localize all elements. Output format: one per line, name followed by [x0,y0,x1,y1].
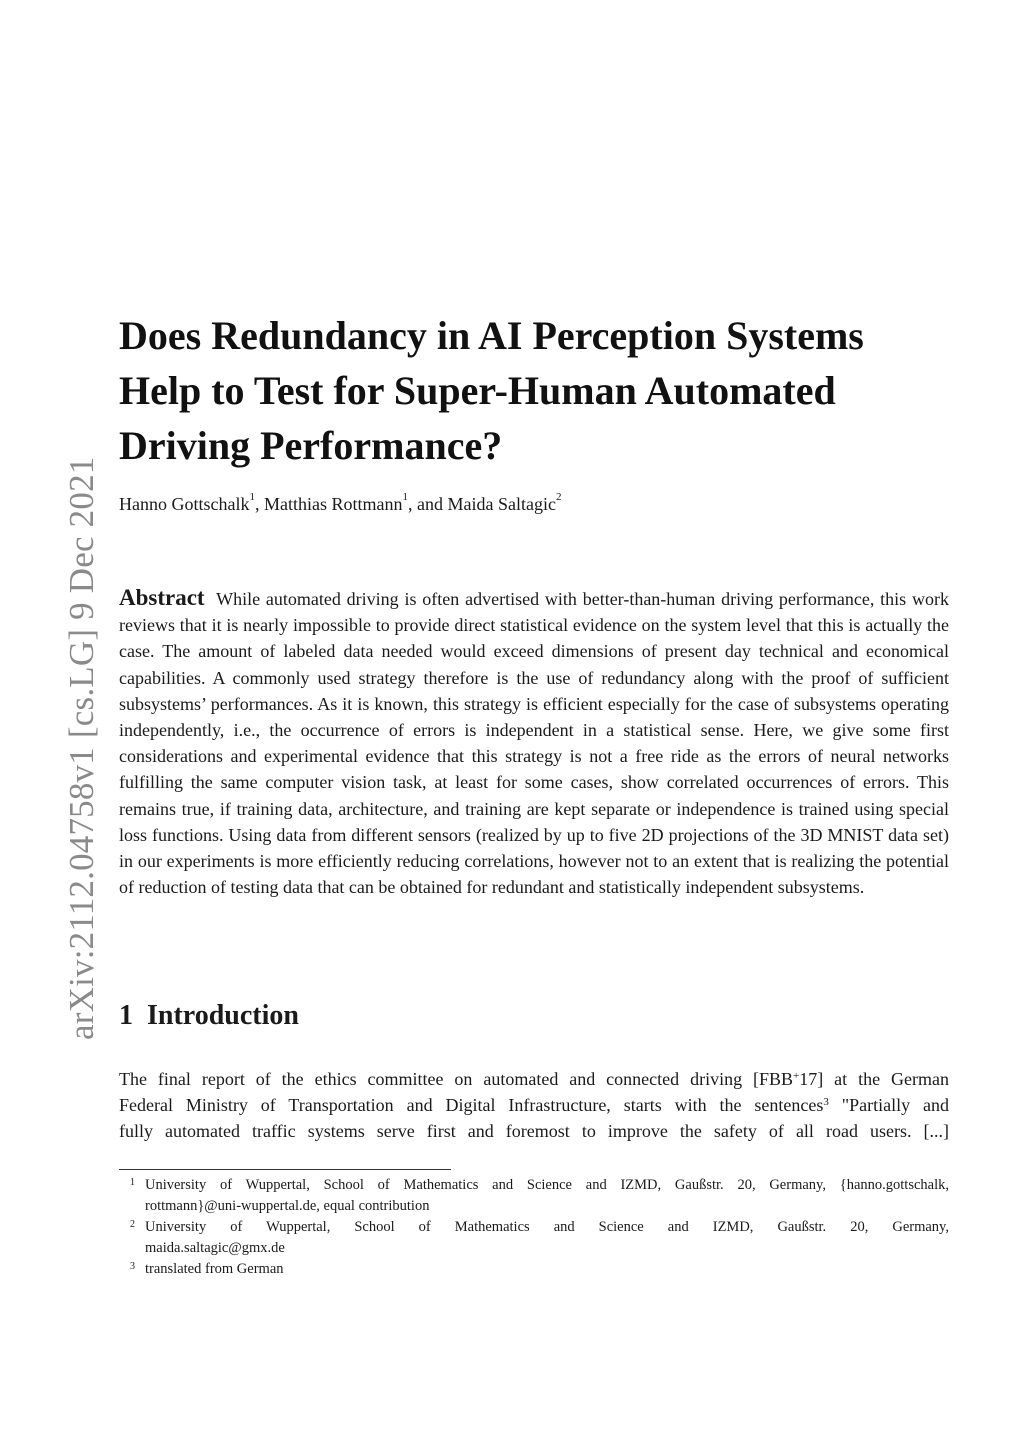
section-number: 1 [119,1000,133,1031]
author-list [119,491,562,515]
paragraph-line [119,1066,949,1092]
introduction-paragraph [119,1066,949,1145]
footnote-text: University of Wuppertal, School of Mathematics and Science and IZMD, Gaußstr. 20, Germany, [145,1219,949,1235]
footnote-text: University of Wuppertal, School of Mathematics and Science and IZMD, Gaußstr. 20, Germany, {hanno.gottschalk, [145,1177,949,1193]
text-run: Federal Ministry of Transportation and Digital Infrastructure, starts with the sentences [119,1095,824,1116]
footnote-text: translated from German [145,1261,284,1277]
author-name: Hanno Gottschalk [119,494,250,514]
title-line: Help to Test for Super-Human Automated [119,368,836,413]
author-name: Maida Saltagic [447,494,556,514]
text-run: The final report of the ethics committee on automated and connected driving [FBB [119,1069,794,1089]
footnote-reference: 3 [823,1096,829,1109]
text-run: "Partially and [828,1095,949,1116]
author-affiliation-mark: 1 [402,491,408,503]
footnote-text: maida.saltagic@gmx.de [145,1240,285,1256]
section-title: Introduction [147,1000,299,1031]
abstract-text: While automated driving is often advertised with better-than-human driving performance, this work reviews that it is nearly impossible to provide direct statistical evidence on the system level that this is actually the case. The amount of labeled data needed would exceed dimensions of present day technical and economical capabilities. A commonly used strategy therefore is the use of redundancy along with the proof of sufficient subsystems’ performances. As it is known, this strategy is efficient especially for the case of subsystems operating independently, i.e., the occurrence of errors is independent in a statistical sense. Here, we give some first considerations and experimental evidence that this strategy is not a free ride as the errors of neural networks fulfilling the same computer vision task, at least for some cases, show correlated occurrences of errors. This remains true, if training data, architecture, and training are kept separate or independence is trained using special loss functions. Using data from different sensors (realized by up to five 2D projections of the 3D MNIST data set) in our experiments is more efficiently reducing correlations, however not to an extent that is realizing the potential of reduction of testing data that can be obtained for redundant and statistically independent subsystems. [119,589,949,898]
footnote-mark: 2 [130,1219,135,1230]
title-line: Driving Performance? [119,423,503,468]
footnote [119,1259,949,1280]
footnote-text: rottmann}@uni-wuppertal.de, equal contribution [145,1198,430,1214]
author-affiliation-mark: 2 [555,491,562,503]
paragraph-line: fully automated traffic systems serve first and foremost to improve the safety of all road users. [...] [119,1121,949,1142]
abstract-heading: Abstract [119,585,205,610]
footnote [119,1217,949,1259]
title-line: Does Redundancy in AI Perception Systems [119,313,864,358]
footnote-mark: 3 [130,1261,135,1272]
author-affiliation-mark: 1 [249,491,255,503]
footnote-mark: 1 [130,1177,135,1188]
section-heading-introduction [119,1000,299,1032]
footnotes [119,1175,949,1280]
author-name: Matthias Rottmann [263,494,403,514]
abstract-block [119,585,949,900]
author-separator: , [254,494,264,514]
footnote [119,1175,949,1217]
paper-title [119,308,959,473]
footnote-divider [119,1169,451,1170]
text-run: 17] at the German [799,1069,949,1089]
arxiv-identifier-stamp: arXiv:2112.04758v1 [cs.LG] 9 Dec 2021 [62,456,101,1040]
citation-superscript: + [793,1070,800,1082]
author-separator: , and [407,494,448,514]
paragraph-line [119,1092,949,1118]
